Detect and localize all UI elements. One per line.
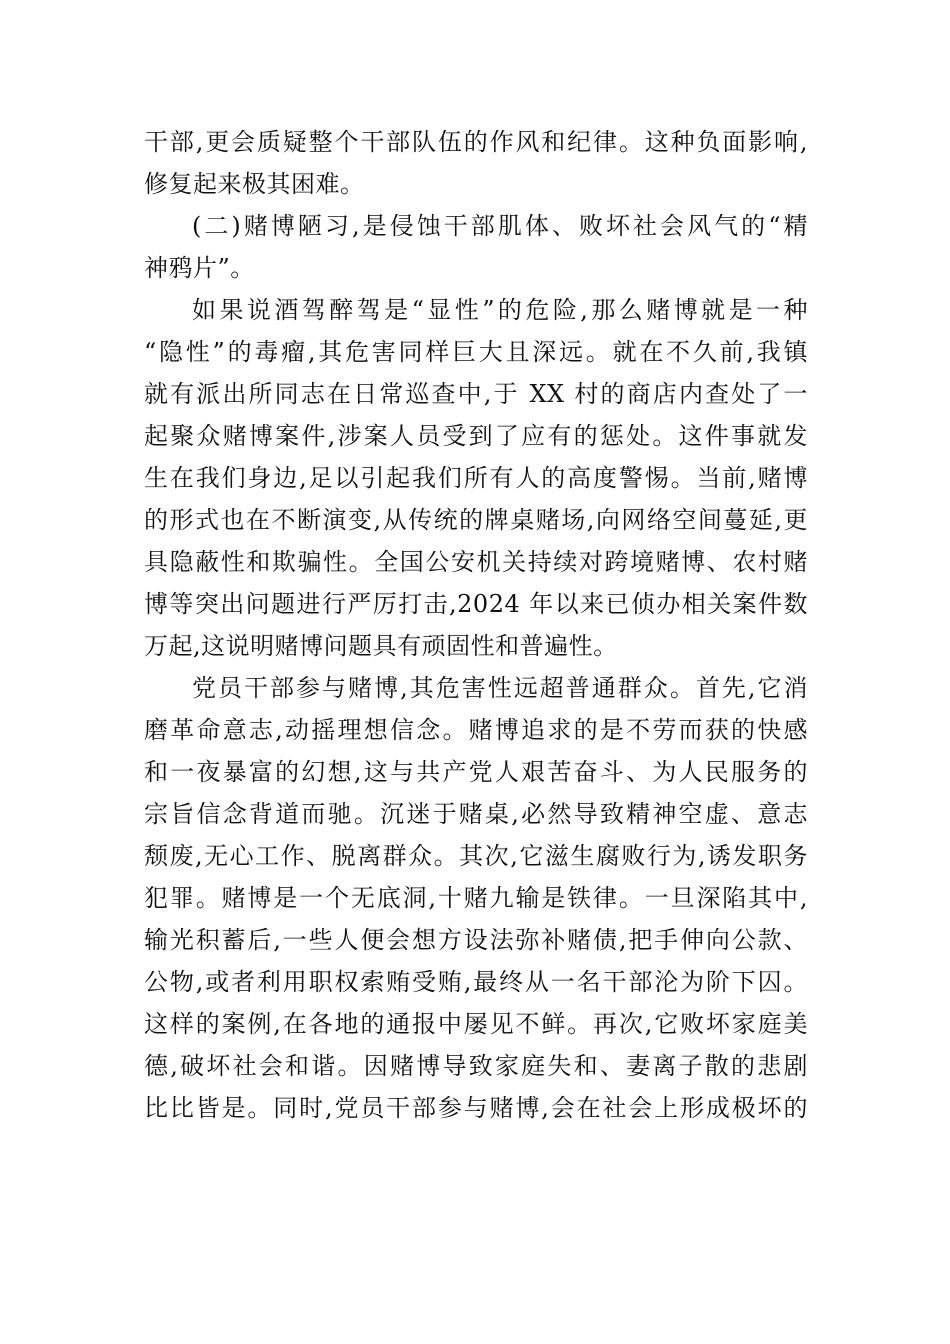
text-line: 的形式也在不断演变,从传统的牌桌赌场,向网络空间蔓延,更 (144, 506, 808, 534)
text-line: 比比皆是。同时,党员干部参与赌博,会在社会上形成极坏的 (144, 1094, 808, 1122)
text-line: 颓废,无心工作、脱离群众。其次,它滋生腐败行为,诱发职务 (144, 842, 808, 870)
text-line: 公物,或者利用职权索贿受贿,最终从一名干部沦为阶下囚。 (144, 968, 808, 996)
text-line: 德,破坏社会和谐。因赌博导致家庭失和、妻离子散的悲剧 (144, 1052, 808, 1080)
text-line: 和一夜暴富的幻想,这与共产党人艰苦奋斗、为人民服务的 (144, 758, 808, 786)
text-line: 修复起来极其困难。 (144, 170, 365, 198)
text-line: 具隐蔽性和欺骗性。全国公安机关持续对跨境赌博、农村赌 (144, 548, 808, 576)
section-heading-line: (二)赌博陋习,是侵蚀干部肌体、败坏社会风气的“精 (192, 212, 808, 240)
text-line: 万起,这说明赌博问题具有顽固性和普遍性。 (144, 632, 618, 660)
text-line: 就有派出所同志在日常巡查中,于 XX 村的商店内查处了一 (144, 380, 808, 408)
text-line: 党员干部参与赌博,其危害性远超普通群众。首先,它消 (192, 674, 808, 702)
text-line: 输光积蓄后,一些人便会想方设法弥补赌债,把手伸向公款、 (144, 926, 808, 954)
text-line: 磨革命意志,动摇理想信念。赌博追求的是不劳而获的快感 (144, 716, 808, 744)
section-heading-line: 神鸦片”。 (144, 254, 255, 282)
text-line: 生在我们身边,足以引起我们所有人的高度警惕。当前,赌博 (144, 464, 808, 492)
text-line: 博等突出问题进行严厉打击,2024 年以来已侦办相关案件数 (144, 590, 808, 618)
text-line: 起聚众赌博案件,涉案人员受到了应有的惩处。这件事就发 (144, 422, 808, 450)
text-line: 如果说酒驾醉驾是“显性”的危险,那么赌博就是一种 (192, 296, 808, 324)
text-line: 犯罪。赌博是一个无底洞,十赌九输是铁律。一旦深陷其中, (144, 884, 808, 912)
text-line: 干部,更会质疑整个干部队伍的作风和纪律。这种负面影响, (144, 128, 808, 156)
text-line: 宗旨信念背道而驰。沉迷于赌桌,必然导致精神空虚、意志 (144, 800, 808, 828)
text-line: “隐性”的毒瘤,其危害同样巨大且深远。就在不久前,我镇 (144, 338, 808, 366)
text-line: 这样的案例,在各地的通报中屡见不鲜。再次,它败坏家庭美 (144, 1010, 808, 1038)
document-body (144, 121, 808, 1129)
